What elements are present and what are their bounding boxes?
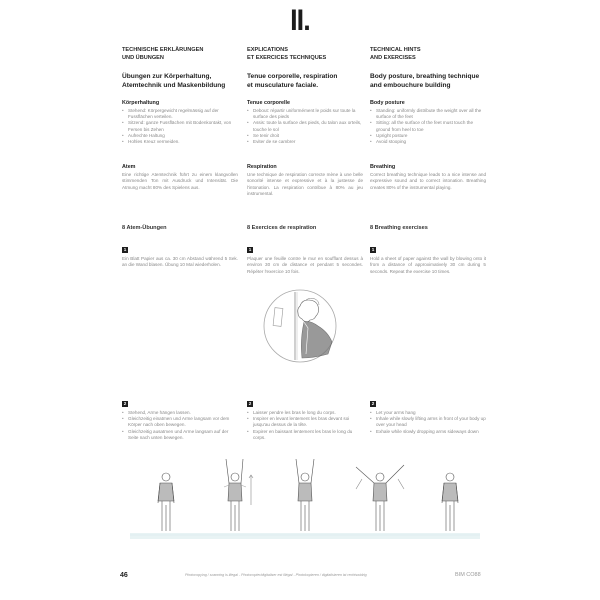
exercise-1	[370, 238, 486, 275]
section-title: Respiration	[247, 164, 277, 170]
arm-movement-illustration	[130, 455, 480, 545]
column-header	[247, 46, 326, 62]
copyright-notice: Photocopying / scanning is illegal - Photocopier/digitaliser est illégal - Photokopieren / digitalisieren ist rechtswidrig	[185, 573, 367, 577]
exercise-number-badge: 2	[123, 401, 127, 406]
header-line: EXPLICATIONS	[247, 47, 288, 53]
section-title: Körperhaltung	[122, 100, 160, 106]
list-item: • Debout: répartir uniformément le poids sur toute la surface des pieds	[247, 108, 363, 120]
figure-standing-end	[442, 473, 458, 531]
list-item: • Standing: uniformly distribute the weight over all the surface of the feet	[370, 108, 486, 120]
list-item: • Gleichzeitig ausatmen und Arme langsam auf der Seite nach unten bewegen.	[122, 429, 238, 441]
exercise-text: Ein Blatt Papier aus ca. 30 cm Abstand während 5 Sek. an die Wand blasen. Übung 10 Mal wiederholen.	[122, 256, 238, 268]
header-line: ET EXERCICES TECHNIQUES	[247, 55, 327, 61]
exercise-2	[370, 392, 486, 435]
figure-arms-sideways	[356, 465, 404, 531]
list-item: • Aufrechte Haltung	[122, 133, 238, 139]
figure-standing	[158, 473, 174, 531]
exercise-number-badge: 1	[123, 247, 127, 252]
subtitle-line: Atemtechnik und Maskenbildung	[122, 82, 226, 89]
posture-section	[247, 100, 363, 145]
section-text: Une technique de respiration correcte mène à une belle sonorité intense et expressive et à la justesse de l'intonation. La respiration contribue à 80% au jeu instrumental.	[247, 172, 363, 197]
list-item: • Exhale while slowly dropping arms sideways down	[370, 429, 486, 435]
exercise-number-badge: 2	[248, 401, 252, 406]
breathing-section	[122, 164, 238, 191]
list-item: • Assis: toute la surface des pieds, du talon aux orteils, touche le sol	[247, 120, 363, 132]
catalog-code: BIM CO88	[455, 572, 481, 578]
section-title: Breathing	[370, 164, 396, 170]
list-item: • Se tenir droit	[247, 133, 363, 139]
exercises-title: 8 Exercices de respiration	[247, 225, 317, 231]
wall-blowing-illustration	[262, 288, 338, 364]
list-item: • Let your arms hang	[370, 410, 486, 416]
header-line: AND EXERCISES	[370, 55, 416, 61]
list-item: • Avoid stooping	[370, 139, 486, 145]
list-item: • Upright posture	[370, 133, 486, 139]
section-text: Correct breathing technique leads to a nice intense and expressive sound and to correct intonation. Breathing creates 80% of the instrumental playing.	[370, 172, 486, 190]
posture-list	[370, 108, 486, 145]
chapter-number: II.	[290, 4, 310, 37]
exercise-text: Plaquer une feuille contre le mur en soufflant dessus à environ 30 cm de distance et pendant 5 secondes. Répéter l'exercice 10 fois.	[247, 256, 363, 274]
figure-arms-up	[296, 459, 314, 531]
list-item: • Laisser pendre les bras le long du corps.	[247, 410, 363, 416]
exercise-number-badge: 1	[371, 247, 375, 252]
exercise-number-badge: 1	[248, 247, 252, 252]
list-item: • Inhale while slowly lifting arms in front of your body up over your head	[370, 416, 486, 428]
posture-section	[370, 100, 486, 145]
exercise-1	[122, 238, 238, 269]
subtitle-line: Body posture, breathing technique	[370, 73, 480, 80]
subtitle-line: Übungen zur Körperhaltung,	[122, 73, 212, 80]
breathing-section	[370, 164, 486, 191]
list-item: • Hohles Kreuz vermeiden.	[122, 139, 238, 145]
exercise-list	[122, 410, 238, 441]
page-number: 46	[120, 572, 128, 579]
exercises-title: 8 Breathing exercises	[370, 225, 428, 231]
exercise-2	[247, 392, 363, 441]
column-subtitle	[370, 72, 479, 90]
header-line: TECHNICAL HINTS	[370, 47, 421, 53]
subtitle-line: and embouchure building	[370, 82, 451, 89]
posture-section	[122, 100, 238, 145]
column-header	[370, 46, 421, 62]
posture-list	[122, 108, 238, 145]
subtitle-line: et musculature faciale.	[247, 82, 319, 89]
column-subtitle	[247, 72, 337, 90]
posture-list	[247, 108, 363, 145]
column-subtitle	[122, 72, 225, 90]
list-item: • Stehend: Körpergewicht regelmässig auf der Fussflächen verteilen.	[122, 108, 238, 120]
header-line: UND ÜBUNGEN	[122, 55, 164, 61]
exercise-list	[247, 410, 363, 441]
section-title: Atem	[122, 164, 136, 170]
exercise-list	[370, 410, 486, 435]
exercise-2	[122, 392, 238, 441]
exercise-text: Hold a sheet of paper against the wall by blowing onto it from a distance of approximatively 30 cm during 5 seconds. Repeat the exercise 10 times.	[370, 256, 486, 274]
section-title: Body posture	[370, 100, 405, 106]
list-item: • Stehend, Arme hängen lassen.	[122, 410, 238, 416]
list-item: • Inspirer en levant lentement les bras devant soi jusqu'au dessus de la tête.	[247, 416, 363, 428]
column-header	[122, 46, 203, 62]
header-line: TECHNISCHE ERKLÄRUNGEN	[122, 47, 204, 53]
exercise-1	[247, 238, 363, 275]
list-item: • Eviter de se cambrer	[247, 139, 363, 145]
exercise-number-badge: 2	[371, 401, 375, 406]
section-text: Eine richtige Atemtechnik führt zu einem klangvollen stimmenden Ton mit Ausdruck und Intensität. Die Atmung macht 80% des Spielens aus.	[122, 172, 238, 190]
list-item: • Sitting: all the surface of the feet must touch the ground from heel to toe	[370, 120, 486, 132]
breathing-section	[247, 164, 363, 198]
figure-arms-rising	[224, 459, 253, 531]
list-item: • Expirer en baissant lentement les bras le long du corps.	[247, 429, 363, 441]
list-item: • Gleichzeitig einatmen und Arme langsam vor dem Körper nach oben bewegen.	[122, 416, 238, 428]
subtitle-line: Tenue corporelle, respiration	[247, 73, 338, 80]
list-item: • Sitzend: ganze Fussflächen mit Bodenkontakt, von Fersen bis Zehen	[122, 120, 238, 132]
section-title: Tenue corporelle	[247, 100, 291, 106]
exercises-title: 8 Atem-Übungen	[122, 225, 167, 231]
